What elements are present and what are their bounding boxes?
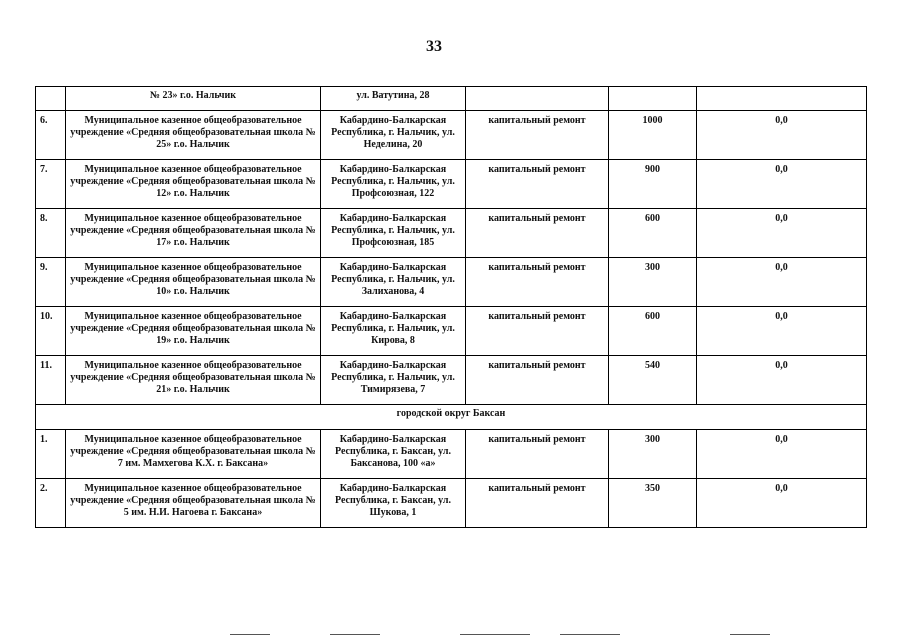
cell-value: 0,0 xyxy=(697,479,867,528)
cell-num: 2. xyxy=(36,479,66,528)
cell-work-type: капитальный ремонт xyxy=(466,307,609,356)
cell-value: 0,0 xyxy=(697,258,867,307)
cell-value: 0,0 xyxy=(697,307,867,356)
scan-mark xyxy=(560,634,620,635)
cell-address: ул. Ватутина, 28 xyxy=(321,87,466,111)
section-row xyxy=(36,405,867,430)
cell-num: 1. xyxy=(36,430,66,479)
cell-value xyxy=(697,87,867,111)
table-row xyxy=(36,356,867,405)
cell-work-type xyxy=(466,87,609,111)
scan-mark xyxy=(460,634,530,635)
cell-num xyxy=(36,87,66,111)
cell-value: 0,0 xyxy=(697,430,867,479)
cell-address: Кабардино-Балкарская Республика, г. Нальчик, ул. Кирова, 8 xyxy=(321,307,466,356)
cell-amount: 600 xyxy=(609,209,697,258)
cell-school-name: № 23» г.о. Нальчик xyxy=(66,87,321,111)
cell-address: Кабардино-Балкарская Республика, г. Нальчик, ул. Профсоюзная, 185 xyxy=(321,209,466,258)
cell-school-name: Муниципальное казенное общеобразовательное учреждение «Средняя общеобразовательная школа № 25» г.о. Нальчик xyxy=(66,111,321,160)
scan-mark xyxy=(330,634,380,635)
page-number: 33 xyxy=(426,38,442,55)
cell-num: 11. xyxy=(36,356,66,405)
table-body xyxy=(36,87,867,528)
cell-work-type: капитальный ремонт xyxy=(466,430,609,479)
cell-amount: 900 xyxy=(609,160,697,209)
cell-work-type: капитальный ремонт xyxy=(466,356,609,405)
cell-work-type: капитальный ремонт xyxy=(466,479,609,528)
cell-amount: 300 xyxy=(609,258,697,307)
cell-amount xyxy=(609,87,697,111)
cell-school-name: Муниципальное казенное общеобразовательное учреждение «Средняя общеобразовательная школа № 7 им. Мамхегова К.Х. г. Баксана» xyxy=(66,430,321,479)
cell-num: 7. xyxy=(36,160,66,209)
scan-mark xyxy=(730,634,770,635)
table-row xyxy=(36,160,867,209)
table-row xyxy=(36,258,867,307)
cell-amount: 350 xyxy=(609,479,697,528)
cell-value: 0,0 xyxy=(697,356,867,405)
cell-value: 0,0 xyxy=(697,209,867,258)
cell-school-name: Муниципальное казенное общеобразовательное учреждение «Средняя общеобразовательная школа № 21» г.о. Нальчик xyxy=(66,356,321,405)
table-row xyxy=(36,209,867,258)
cell-value: 0,0 xyxy=(697,111,867,160)
scan-mark xyxy=(230,634,270,635)
cell-num: 6. xyxy=(36,111,66,160)
table-row xyxy=(36,307,867,356)
table-row-continuation xyxy=(36,87,867,111)
cell-amount: 540 xyxy=(609,356,697,405)
cell-address: Кабардино-Балкарская Республика, г. Нальчик, ул. Профсоюзная, 122 xyxy=(321,160,466,209)
cell-school-name: Муниципальное казенное общеобразовательное учреждение «Средняя общеобразовательная школа № 19» г.о. Нальчик xyxy=(66,307,321,356)
cell-address: Кабардино-Балкарская Республика, г. Нальчик, ул. Залиханова, 4 xyxy=(321,258,466,307)
cell-school-name: Муниципальное казенное общеобразовательное учреждение «Средняя общеобразовательная школа № 5 им. Н.И. Нагоева г. Баксана» xyxy=(66,479,321,528)
cell-address: Кабардино-Балкарская Республика, г. Нальчик, ул. Тимирязева, 7 xyxy=(321,356,466,405)
cell-address: Кабардино-Балкарская Республика, г. Нальчик, ул. Неделина, 20 xyxy=(321,111,466,160)
cell-num: 9. xyxy=(36,258,66,307)
section-title: городской округ Баксан xyxy=(36,405,867,430)
cell-school-name: Муниципальное казенное общеобразовательное учреждение «Средняя общеобразовательная школа № 10» г.о. Нальчик xyxy=(66,258,321,307)
cell-address: Кабардино-Балкарская Республика, г. Баксан, ул. Шукова, 1 xyxy=(321,479,466,528)
cell-num: 10. xyxy=(36,307,66,356)
cell-work-type: капитальный ремонт xyxy=(466,160,609,209)
table-row xyxy=(36,430,867,479)
table-row xyxy=(36,479,867,528)
cell-amount: 600 xyxy=(609,307,697,356)
table-row xyxy=(36,111,867,160)
schools-table xyxy=(35,86,867,528)
cell-work-type: капитальный ремонт xyxy=(466,111,609,160)
cell-amount: 300 xyxy=(609,430,697,479)
scan-artifact-marks xyxy=(230,634,830,636)
cell-school-name: Муниципальное казенное общеобразовательное учреждение «Средняя общеобразовательная школа № 17» г.о. Нальчик xyxy=(66,209,321,258)
cell-work-type: капитальный ремонт xyxy=(466,209,609,258)
cell-num: 8. xyxy=(36,209,66,258)
cell-amount: 1000 xyxy=(609,111,697,160)
cell-value: 0,0 xyxy=(697,160,867,209)
cell-address: Кабардино-Балкарская Республика, г. Баксан, ул. Баксанова, 100 «а» xyxy=(321,430,466,479)
cell-school-name: Муниципальное казенное общеобразовательное учреждение «Средняя общеобразовательная школа № 12» г.о. Нальчик xyxy=(66,160,321,209)
cell-work-type: капитальный ремонт xyxy=(466,258,609,307)
